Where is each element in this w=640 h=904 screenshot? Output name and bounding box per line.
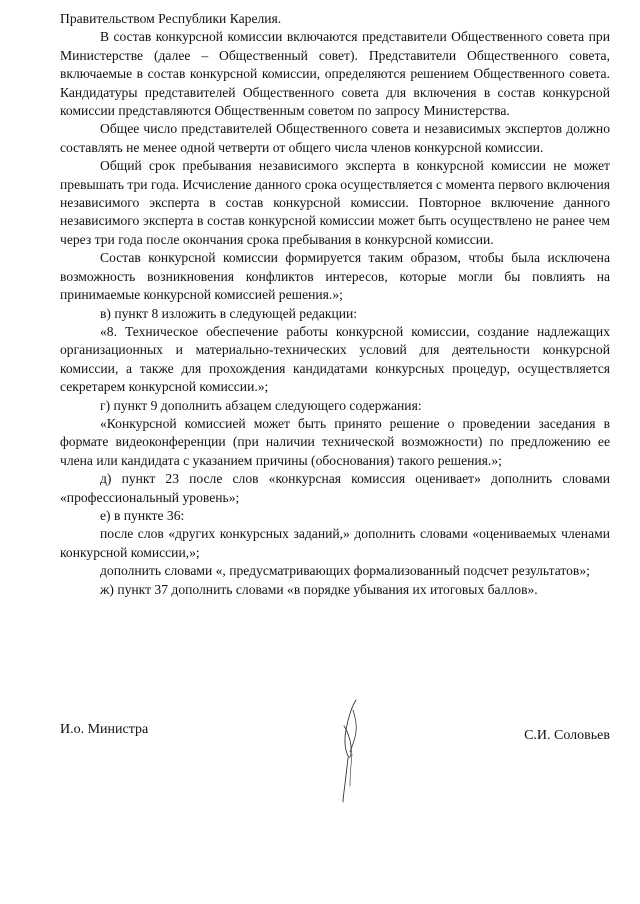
- paragraph-6: «8. Техническое обеспечение работы конкурсной комиссии, создание надлежащих организационных и материально-технических условий для деятельности конкурсной комиссии, а также для прохождения кандидатами конкурсных процедур, осуществляется секретарем конкурсной комиссии.»;: [60, 323, 610, 395]
- paragraph-2: Общее число представителей Общественного совета и независимых экспертов должно составлять не менее одной четверти от общего числа членов конкурсной комиссии.: [60, 121, 610, 155]
- signatory-position: И.о. Министра: [60, 722, 149, 737]
- handwritten-signature-icon: [326, 696, 366, 806]
- paragraph-10: е) в пункте 36:: [100, 507, 185, 523]
- paragraph-8: «Конкурсной комиссией может быть принято решение о проведении заседания в формате видеоконференции (при наличии технической возможности) по предложению ее члена или кандидата с указанием причины (обоснования) такого решения.»;: [60, 415, 610, 468]
- paragraph-13: ж) пункт 37 дополнить словами «в порядке убывания их итоговых баллов».: [100, 581, 538, 597]
- paragraph-4: Состав конкурсной комиссии формируется таким образом, чтобы была исключена возможность возникновения конфликтов интересов, которые могли бы повлиять на принимаемые конкурсной комиссией решения.»;: [60, 250, 610, 303]
- signatory-name: С.И. Соловьев: [524, 728, 610, 743]
- paragraph-12: дополнить словами «, предусматривающих формализованный подсчет результатов»;: [100, 563, 590, 579]
- document-body: [60, 10, 610, 599]
- paragraph-3: Общий срок пребывания независимого эксперта в конкурсной комиссии не может превышать три года. Исчисление данного срока осуществляется с момента первого включения независимого эксперта в состав конкурсной комиссии. Повторное включение данного независимого эксперта в состав конкурсной комиссии может быть осуществлено не ранее чем через три года после окончания срока пребывания в конкурсной комиссии.: [60, 158, 610, 247]
- paragraph-9: д) пункт 23 после слов «конкурсная комиссия оценивает» дополнить словами «профессиональный уровень»;: [60, 471, 610, 505]
- paragraph-0: Правительством Республики Карелия.: [60, 11, 282, 26]
- paragraph-7: г) пункт 9 дополнить абзацем следующего содержания:: [100, 397, 422, 413]
- paragraph-5: в) пункт 8 изложить в следующей редакции:: [100, 305, 358, 321]
- paragraph-1: В состав конкурсной комиссии включаются представители Общественного совета при Министерстве (далее – Общественный совет). Представители Общественного совета, включаемые в состав конкурсной комиссии, определяются решением Общественного совета. Кандидатуры представителей Общественного совета для включения в состав конкурсной комиссии представляются Общественным советом по запросу Министерства.: [60, 29, 610, 119]
- paragraph-11: после слов «других конкурсных заданий,» дополнить словами «оцениваемых членами конкурсной комиссии,»;: [60, 526, 610, 560]
